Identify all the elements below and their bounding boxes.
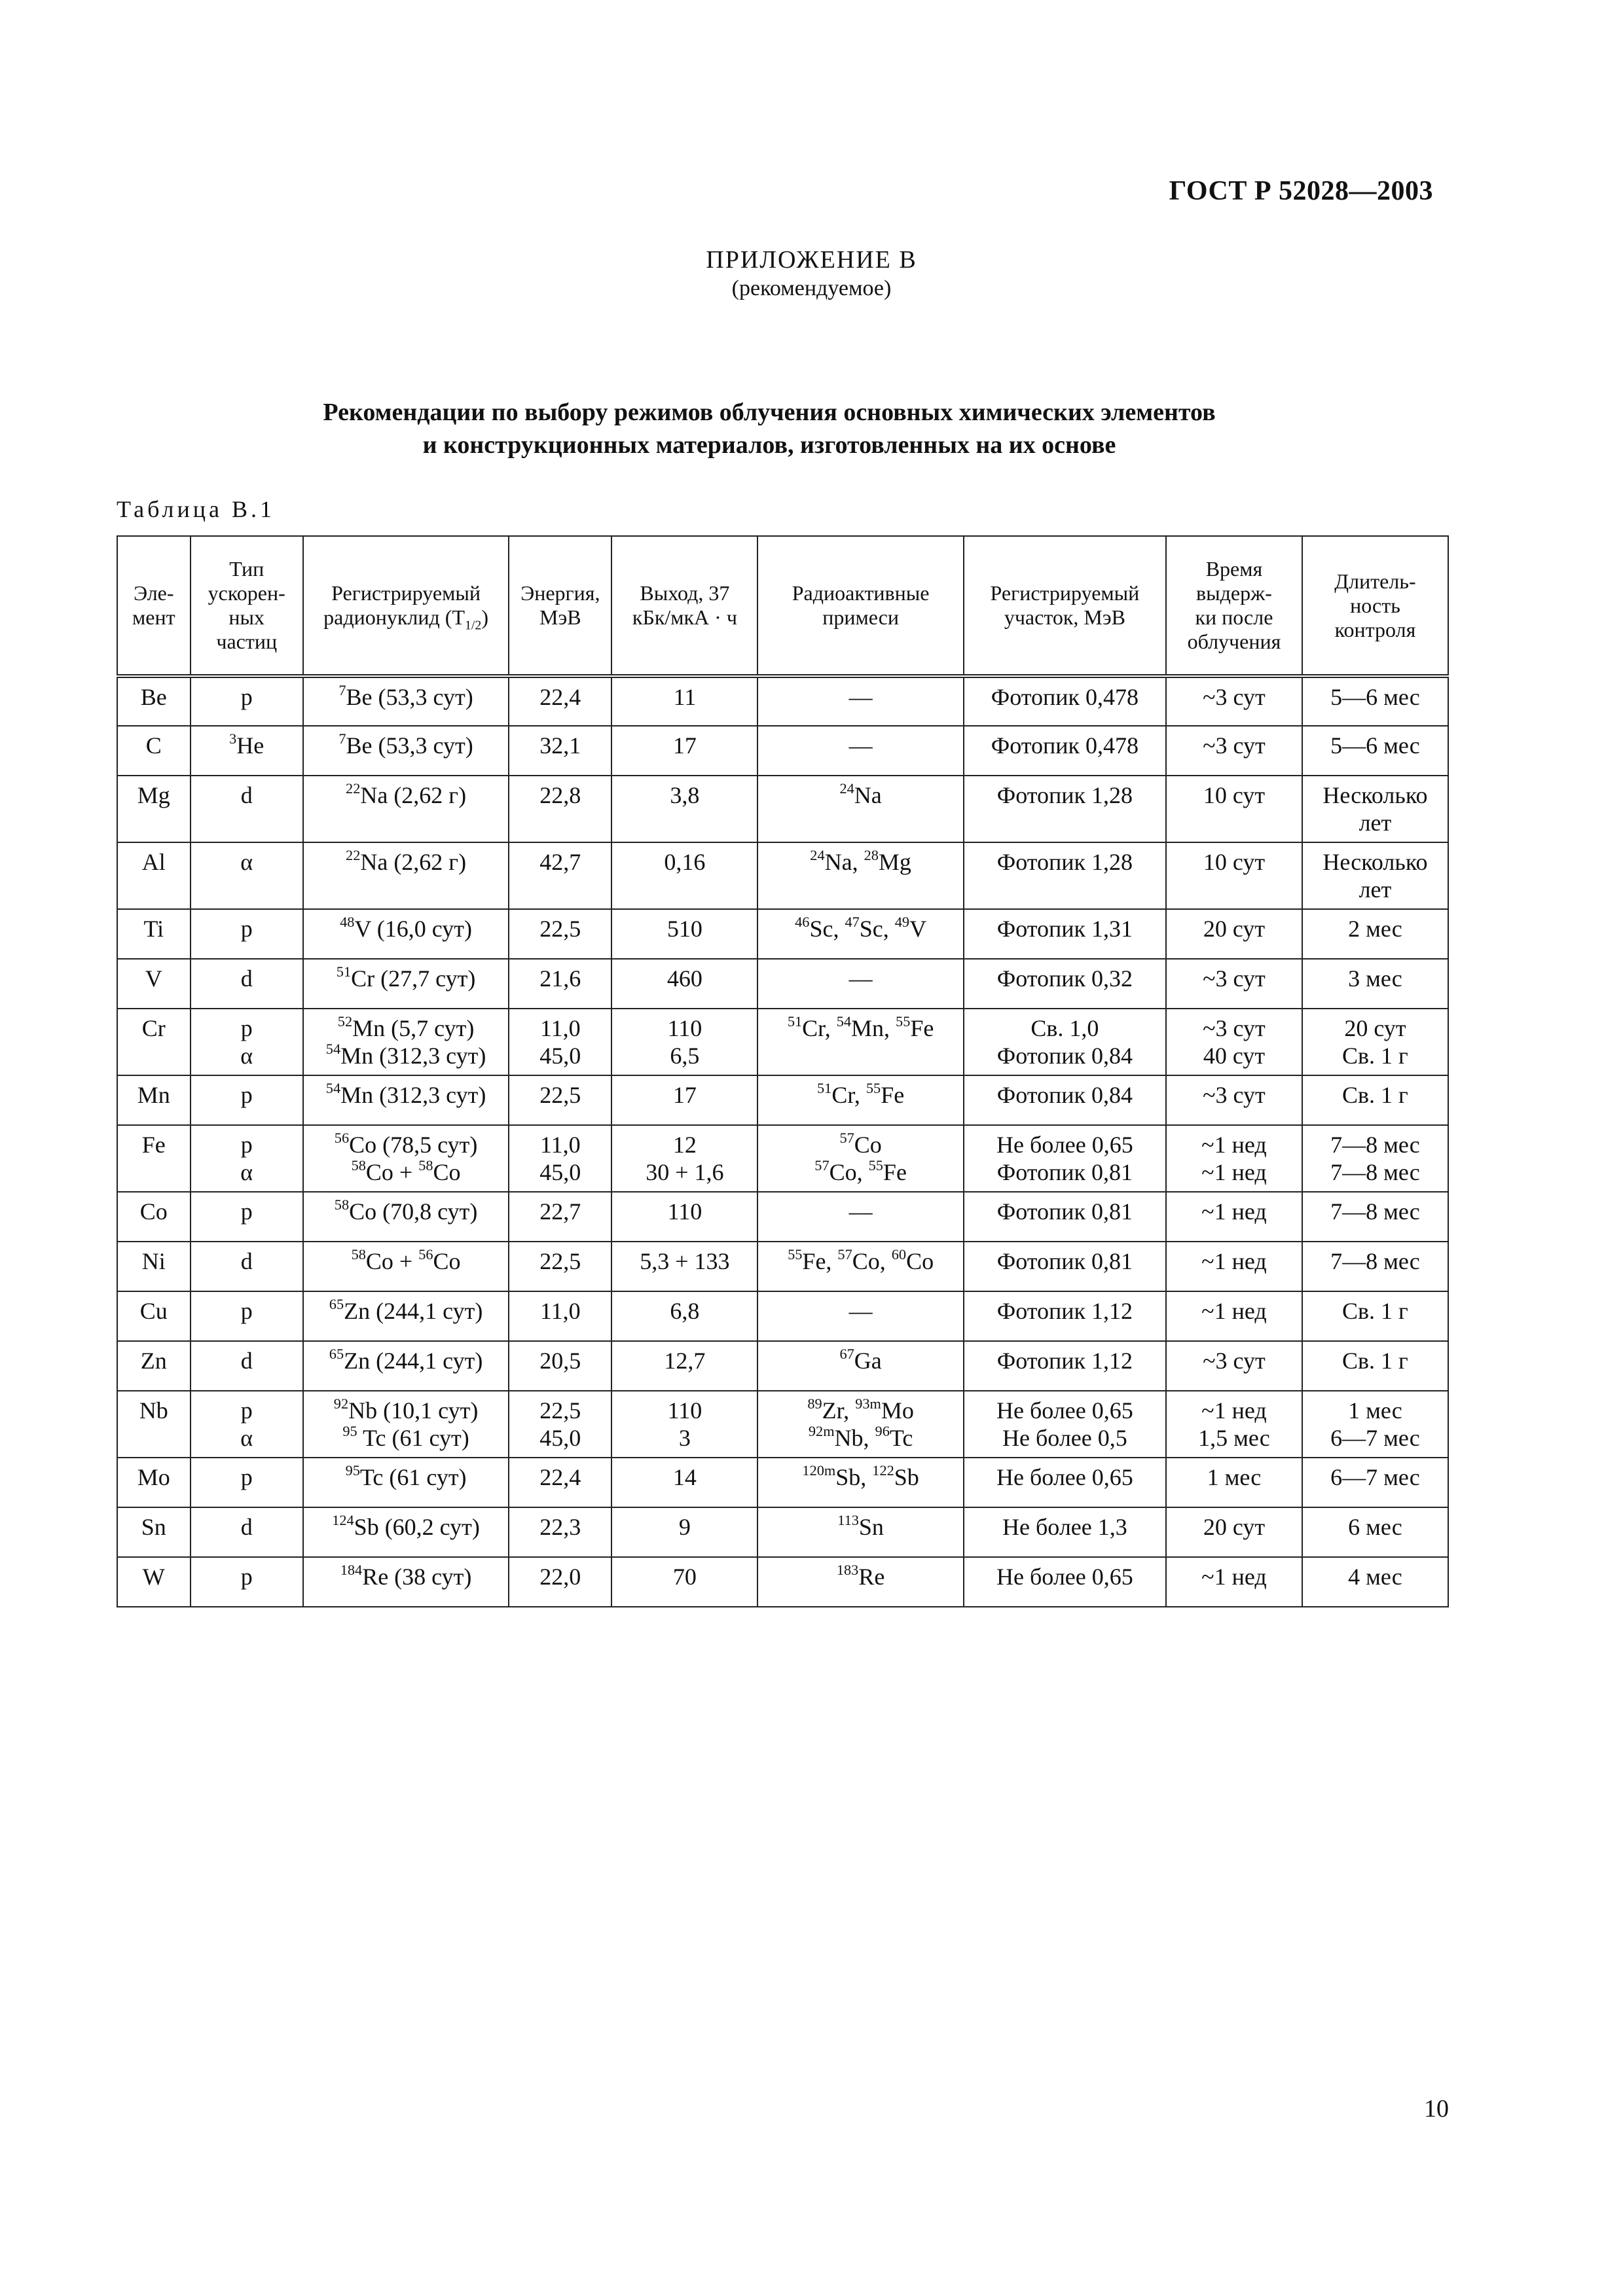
cell-impurities: $^{24}$Na bbox=[757, 776, 963, 842]
cell-nuclide: $^{95}$Tc (61 сут) bbox=[303, 1458, 509, 1507]
table-row bbox=[117, 1291, 1448, 1341]
cell-energy: 11,0 45,0 bbox=[509, 1125, 611, 1192]
cell-duration: 2 мес bbox=[1302, 909, 1448, 959]
table-row bbox=[117, 1557, 1448, 1607]
cell-energy: 20,5 bbox=[509, 1341, 611, 1391]
cell-yield: 12,7 bbox=[611, 1341, 757, 1391]
cell-element: Nb bbox=[117, 1391, 191, 1458]
cell-duration: Св. 1 г bbox=[1302, 1291, 1448, 1341]
cell-yield: 5,3 + 133 bbox=[611, 1242, 757, 1291]
cell-wait: 20 сут bbox=[1166, 909, 1302, 959]
cell-wait: ~3 сут bbox=[1166, 1075, 1302, 1125]
table-row bbox=[117, 1242, 1448, 1291]
cell-duration: 7—8 мес bbox=[1302, 1192, 1448, 1242]
cell-yield: 510 bbox=[611, 909, 757, 959]
table-row bbox=[117, 1341, 1448, 1391]
cell-impurities: — bbox=[757, 959, 963, 1009]
cell-nuclide: $^{58}$Co + $^{56}$Co bbox=[303, 1242, 509, 1291]
cell-energy: 22,4 bbox=[509, 676, 611, 726]
cell-region: Не более 1,3 bbox=[964, 1507, 1166, 1557]
cell-region: Фотопик 0,478 bbox=[964, 726, 1166, 776]
cell-wait: 10 сут bbox=[1166, 842, 1302, 909]
col-header-particle: Тип ускорен- ных частиц bbox=[191, 536, 303, 676]
cell-duration: Св. 1 г bbox=[1302, 1075, 1448, 1125]
cell-duration: Несколько лет bbox=[1302, 776, 1448, 842]
cell-element: V bbox=[117, 959, 191, 1009]
cell-impurities: $^{51}$Cr, $^{54}$Mn, $^{55}$Fe bbox=[757, 1009, 963, 1075]
cell-particle: p bbox=[191, 1075, 303, 1125]
cell-energy: 22,7 bbox=[509, 1192, 611, 1242]
cell-element: C bbox=[117, 726, 191, 776]
cell-element: Ni bbox=[117, 1242, 191, 1291]
table-row bbox=[117, 726, 1448, 776]
cell-nuclide: $^{92}$Nb (10,1 сут) $^{95}$ Tc (61 сут) bbox=[303, 1391, 509, 1458]
cell-region: Св. 1,0 Фотопик 0,84 bbox=[964, 1009, 1166, 1075]
cell-energy: 22,5 bbox=[509, 1075, 611, 1125]
cell-region: Не более 0,65 Не более 0,5 bbox=[964, 1391, 1166, 1458]
cell-nuclide: $^{52}$Mn (5,7 сут) $^{54}$Mn (312,3 сут) bbox=[303, 1009, 509, 1075]
cell-wait: ~1 нед 1,5 мес bbox=[1166, 1391, 1302, 1458]
cell-region: Фотопик 0,81 bbox=[964, 1192, 1166, 1242]
cell-impurities: — bbox=[757, 726, 963, 776]
cell-duration: 20 сут Св. 1 г bbox=[1302, 1009, 1448, 1075]
cell-impurities: $^{57}$Co $^{57}$Co, $^{55}$Fe bbox=[757, 1125, 963, 1192]
cell-element: Zn bbox=[117, 1341, 191, 1391]
cell-duration: 4 мес bbox=[1302, 1557, 1448, 1607]
cell-duration: 3 мес bbox=[1302, 959, 1448, 1009]
col-header-duration: Длитель- ность контроля bbox=[1302, 536, 1448, 676]
cell-particle: p α bbox=[191, 1391, 303, 1458]
cell-energy: 11,0 45,0 bbox=[509, 1009, 611, 1075]
cell-wait: ~3 сут bbox=[1166, 676, 1302, 726]
table-caption: Таблица В.1 bbox=[117, 496, 275, 522]
cell-element: Mn bbox=[117, 1075, 191, 1125]
cell-nuclide: $^{48}$V (16,0 сут) bbox=[303, 909, 509, 959]
table-row bbox=[117, 1125, 1448, 1192]
cell-wait: ~1 нед bbox=[1166, 1291, 1302, 1341]
cell-wait: ~3 сут 40 сут bbox=[1166, 1009, 1302, 1075]
cell-element: Mo bbox=[117, 1458, 191, 1507]
cell-element: Be bbox=[117, 676, 191, 726]
cell-nuclide: $^{22}$Na (2,62 г) bbox=[303, 842, 509, 909]
cell-element: Co bbox=[117, 1192, 191, 1242]
page-number: 10 bbox=[1424, 2095, 1449, 2123]
cell-particle: p bbox=[191, 1291, 303, 1341]
cell-element: Sn bbox=[117, 1507, 191, 1557]
table-row bbox=[117, 1507, 1448, 1557]
cell-element: Cu bbox=[117, 1291, 191, 1341]
cell-duration: Несколько лет bbox=[1302, 842, 1448, 909]
col-header-nuclide-text: Регистрируемый радионуклид (T bbox=[323, 581, 481, 629]
cell-wait: ~1 нед bbox=[1166, 1192, 1302, 1242]
annex-title: ПРИЛОЖЕНИЕ В bbox=[706, 246, 917, 274]
cell-wait: ~3 сут bbox=[1166, 726, 1302, 776]
cell-wait: ~1 нед bbox=[1166, 1557, 1302, 1607]
cell-region: Фотопик 1,28 bbox=[964, 776, 1166, 842]
cell-wait: ~1 нед ~1 нед bbox=[1166, 1125, 1302, 1192]
cell-particle: d bbox=[191, 1507, 303, 1557]
cell-yield: 12 30 + 1,6 bbox=[611, 1125, 757, 1192]
cell-nuclide: $^{65}$Zn (244,1 сут) bbox=[303, 1291, 509, 1341]
cell-element: Al bbox=[117, 842, 191, 909]
cell-energy: 22,5 45,0 bbox=[509, 1391, 611, 1458]
cell-impurities: $^{183}$Re bbox=[757, 1557, 963, 1607]
cell-element: Mg bbox=[117, 776, 191, 842]
cell-particle: p bbox=[191, 676, 303, 726]
cell-particle: p α bbox=[191, 1125, 303, 1192]
cell-wait: ~1 нед bbox=[1166, 1242, 1302, 1291]
col-header-nuclide bbox=[303, 536, 509, 676]
cell-particle: p bbox=[191, 909, 303, 959]
cell-yield: 14 bbox=[611, 1458, 757, 1507]
cell-particle: α bbox=[191, 842, 303, 909]
col-header-nuclide-sub: 1/2 bbox=[464, 618, 482, 633]
table-row bbox=[117, 909, 1448, 959]
cell-yield: 460 bbox=[611, 959, 757, 1009]
table-row bbox=[117, 1391, 1448, 1458]
cell-particle: $^3$He bbox=[191, 726, 303, 776]
cell-impurities: $^{89}$Zr, $^{93m}$Mo $^{92m}$Nb, $^{96}$Tc bbox=[757, 1391, 963, 1458]
cell-region: Не более 0,65 bbox=[964, 1458, 1166, 1507]
table-row bbox=[117, 959, 1448, 1009]
cell-element: Fe bbox=[117, 1125, 191, 1192]
cell-duration: 7—8 мес bbox=[1302, 1242, 1448, 1291]
cell-yield: 3,8 bbox=[611, 776, 757, 842]
cell-energy: 22,0 bbox=[509, 1557, 611, 1607]
cell-impurities: — bbox=[757, 1291, 963, 1341]
cell-energy: 42,7 bbox=[509, 842, 611, 909]
cell-region: Фотопик 0,478 bbox=[964, 676, 1166, 726]
cell-nuclide: $^7$Be (53,3 сут) bbox=[303, 726, 509, 776]
cell-element: W bbox=[117, 1557, 191, 1607]
cell-nuclide: $^{58}$Co (70,8 сут) bbox=[303, 1192, 509, 1242]
cell-yield: 70 bbox=[611, 1557, 757, 1607]
cell-particle: d bbox=[191, 1341, 303, 1391]
cell-region: Фотопик 1,12 bbox=[964, 1341, 1166, 1391]
title-line-2: и конструкционных материалов, изготовленных на их основе bbox=[422, 431, 1116, 459]
cell-element: Ti bbox=[117, 909, 191, 959]
cell-duration: 7—8 мес 7—8 мес bbox=[1302, 1125, 1448, 1192]
cell-yield: 6,8 bbox=[611, 1291, 757, 1341]
cell-nuclide: $^{124}$Sb (60,2 сут) bbox=[303, 1507, 509, 1557]
cell-particle: p bbox=[191, 1458, 303, 1507]
col-header-nuclide-close: ) bbox=[481, 605, 488, 629]
table-row bbox=[117, 1192, 1448, 1242]
cell-region: Фотопик 0,84 bbox=[964, 1075, 1166, 1125]
cell-duration: 5—6 мес bbox=[1302, 726, 1448, 776]
table-body bbox=[117, 676, 1448, 1607]
cell-nuclide: $^{56}$Co (78,5 сут) $^{58}$Co + $^{58}$Co bbox=[303, 1125, 509, 1192]
cell-yield: 17 bbox=[611, 726, 757, 776]
cell-nuclide: $^7$Be (53,3 сут) bbox=[303, 676, 509, 726]
cell-energy: 22,5 bbox=[509, 909, 611, 959]
cell-yield: 110 6,5 bbox=[611, 1009, 757, 1075]
cell-region: Фотопик 1,31 bbox=[964, 909, 1166, 959]
cell-yield: 110 3 bbox=[611, 1391, 757, 1458]
cell-impurities: $^{120m}$Sb, $^{122}$Sb bbox=[757, 1458, 963, 1507]
cell-duration: 1 мес 6—7 мес bbox=[1302, 1391, 1448, 1458]
table-row bbox=[117, 1009, 1448, 1075]
col-header-region: Регистрируемый участок, МэВ bbox=[964, 536, 1166, 676]
cell-duration: 6 мес bbox=[1302, 1507, 1448, 1557]
cell-energy: 32,1 bbox=[509, 726, 611, 776]
cell-wait: 20 сут bbox=[1166, 1507, 1302, 1557]
cell-region: Фотопик 0,81 bbox=[964, 1242, 1166, 1291]
irradiation-table bbox=[117, 535, 1449, 1607]
cell-impurities: $^{46}$Sc, $^{47}$Sc, $^{49}$V bbox=[757, 909, 963, 959]
cell-nuclide: $^{54}$Mn (312,3 сут) bbox=[303, 1075, 509, 1125]
table-row bbox=[117, 676, 1448, 726]
cell-impurities: $^{51}$Cr, $^{55}$Fe bbox=[757, 1075, 963, 1125]
cell-duration: 5—6 мес bbox=[1302, 676, 1448, 726]
cell-region: Не более 0,65 bbox=[964, 1557, 1166, 1607]
cell-wait: ~3 сут bbox=[1166, 959, 1302, 1009]
cell-yield: 0,16 bbox=[611, 842, 757, 909]
cell-impurities: $^{55}$Fe, $^{57}$Co, $^{60}$Co bbox=[757, 1242, 963, 1291]
cell-particle: p bbox=[191, 1557, 303, 1607]
cell-energy: 22,5 bbox=[509, 1242, 611, 1291]
table-row bbox=[117, 776, 1448, 842]
col-header-wait: Время выдерж- ки после облучения bbox=[1166, 536, 1302, 676]
col-header-element: Эле- мент bbox=[117, 536, 191, 676]
col-header-yield: Выход, 37 кБк/мкА · ч bbox=[611, 536, 757, 676]
cell-region: Фотопик 1,12 bbox=[964, 1291, 1166, 1341]
cell-impurities: — bbox=[757, 1192, 963, 1242]
table-row bbox=[117, 842, 1448, 909]
cell-impurities: $^{113}$Sn bbox=[757, 1507, 963, 1557]
table-row bbox=[117, 1075, 1448, 1125]
document-code: ГОСТ Р 52028—2003 bbox=[1169, 176, 1433, 206]
section-title bbox=[0, 396, 1539, 461]
cell-impurities: $^{24}$Na, $^{28}$Mg bbox=[757, 842, 963, 909]
cell-particle: d bbox=[191, 776, 303, 842]
cell-duration: 6—7 мес bbox=[1302, 1458, 1448, 1507]
cell-nuclide: $^{184}$Re (38 сут) bbox=[303, 1557, 509, 1607]
annex-subtitle: (рекомендуемое) bbox=[731, 276, 892, 300]
cell-wait: 10 сут bbox=[1166, 776, 1302, 842]
cell-yield: 110 bbox=[611, 1192, 757, 1242]
cell-particle: d bbox=[191, 1242, 303, 1291]
cell-region: Фотопик 0,32 bbox=[964, 959, 1166, 1009]
col-header-energy: Энергия, МэВ bbox=[509, 536, 611, 676]
cell-impurities: — bbox=[757, 676, 963, 726]
cell-energy: 22,4 bbox=[509, 1458, 611, 1507]
cell-nuclide: $^{22}$Na (2,62 г) bbox=[303, 776, 509, 842]
cell-yield: 11 bbox=[611, 676, 757, 726]
title-line-1: Рекомендации по выбору режимов облучения основных химических элементов bbox=[323, 399, 1216, 426]
cell-particle: d bbox=[191, 959, 303, 1009]
cell-energy: 22,3 bbox=[509, 1507, 611, 1557]
cell-duration: Св. 1 г bbox=[1302, 1341, 1448, 1391]
col-header-impurities: Радиоактивные примеси bbox=[757, 536, 963, 676]
cell-nuclide: $^{51}$Cr (27,7 сут) bbox=[303, 959, 509, 1009]
cell-energy: 22,8 bbox=[509, 776, 611, 842]
cell-wait: ~3 сут bbox=[1166, 1341, 1302, 1391]
cell-yield: 9 bbox=[611, 1507, 757, 1557]
cell-impurities: $^{67}$Ga bbox=[757, 1341, 963, 1391]
cell-particle: p α bbox=[191, 1009, 303, 1075]
table-header-row bbox=[117, 536, 1448, 676]
cell-element: Cr bbox=[117, 1009, 191, 1075]
cell-energy: 11,0 bbox=[509, 1291, 611, 1341]
cell-region: Не более 0,65 Фотопик 0,81 bbox=[964, 1125, 1166, 1192]
cell-nuclide: $^{65}$Zn (244,1 сут) bbox=[303, 1341, 509, 1391]
cell-yield: 17 bbox=[611, 1075, 757, 1125]
cell-region: Фотопик 1,28 bbox=[964, 842, 1166, 909]
cell-energy: 21,6 bbox=[509, 959, 611, 1009]
cell-wait: 1 мес bbox=[1166, 1458, 1302, 1507]
table-row bbox=[117, 1458, 1448, 1507]
cell-particle: p bbox=[191, 1192, 303, 1242]
